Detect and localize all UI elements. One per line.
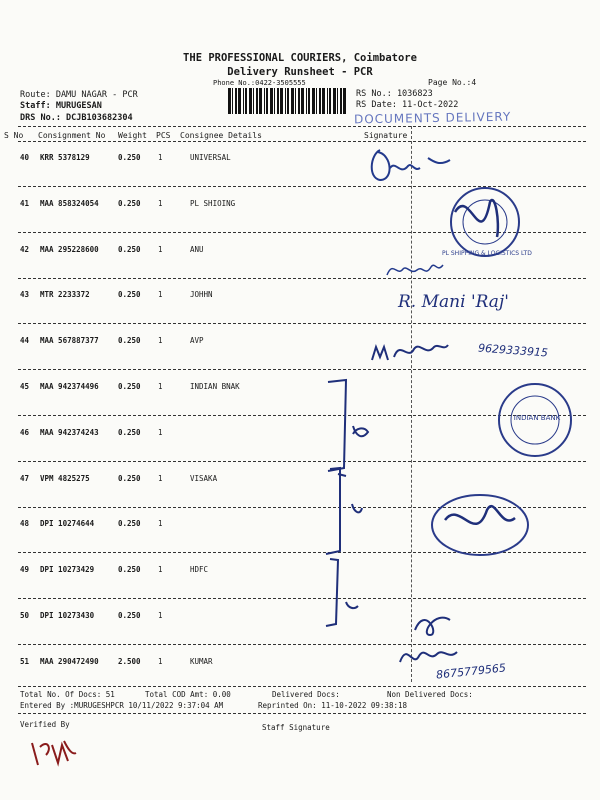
row-sno: 41 <box>20 198 30 208</box>
row-pcs: 1 <box>158 336 163 346</box>
row-consignee: HDFC <box>190 565 209 575</box>
barcode-bar <box>253 88 254 114</box>
phone-row51: 8675779565 <box>435 661 507 682</box>
row-weight: 0.250 <box>118 198 141 208</box>
company-name: THE PROFESSIONAL COURIERS, Coimbatore <box>183 52 417 64</box>
barcode-bar <box>270 88 273 114</box>
barcode-bar <box>298 88 300 114</box>
col-consignee: Consignee Details <box>180 131 262 140</box>
row-weight: 0.250 <box>118 427 141 437</box>
pl-shipping-stamp-text: PL SHIPPING & LOGISTICS LTD <box>442 250 532 257</box>
row-consignment: MAA 290472490 <box>40 656 99 666</box>
verifier-signature <box>28 735 78 770</box>
barcode-bar <box>277 88 279 114</box>
row-divider <box>18 323 586 324</box>
signature-row50 <box>410 605 455 640</box>
row-pcs: 1 <box>158 382 163 391</box>
row-weight: 0.250 <box>118 473 141 483</box>
barcode-bar <box>295 88 296 114</box>
col-weight: Weight <box>118 131 147 140</box>
staff-signature: Staff Signature <box>262 723 330 732</box>
barcode-bar <box>291 88 294 114</box>
barcode-image <box>228 88 348 114</box>
row-sno: 46 <box>20 427 30 437</box>
barcode-bar <box>333 88 336 114</box>
col-pcs: PCS <box>156 131 171 140</box>
row-pcs: 1 <box>158 565 163 575</box>
row-weight: 0.250 <box>118 336 141 346</box>
row-sno: 48 <box>20 519 30 529</box>
barcode-bar <box>343 88 346 114</box>
barcode-bar <box>245 88 247 114</box>
row-weight: 0.250 <box>118 565 141 575</box>
barcode-bar <box>312 88 315 114</box>
verified-by: Verified By <box>20 720 70 729</box>
row-consignment: VPM 4825275 <box>40 473 90 483</box>
barcode-bar <box>329 88 331 114</box>
row-pcs: 1 <box>158 198 163 208</box>
signature-row44 <box>370 335 450 365</box>
barcode-bar <box>274 88 275 114</box>
row-consignment: DPI 10273430 <box>40 611 95 620</box>
row-consignment: MAA 567887377 <box>40 336 99 346</box>
phone-number: Phone No.:0422-3505555 <box>213 79 306 87</box>
staff-name: Staff: MURUGESAN <box>20 101 102 111</box>
total-docs: Total No. Of Docs: 51 <box>20 690 115 699</box>
divider <box>18 126 586 127</box>
barcode-bar <box>232 88 233 114</box>
rs-number: RS No.: 1036823 <box>356 89 433 99</box>
barcode-bar <box>308 88 310 114</box>
divider <box>18 713 586 714</box>
row-sno: 49 <box>20 565 30 575</box>
row-sno: 44 <box>20 336 30 346</box>
barcode-bar <box>238 88 241 114</box>
row-pcs: 1 <box>158 427 163 437</box>
row-consignment: MAA 295228600 <box>40 244 99 254</box>
row-consignee: INDIAN BNAK <box>190 382 240 391</box>
row-divider <box>18 278 586 279</box>
barcode-bar <box>319 88 321 114</box>
documents-delivery-stamp: DOCUMENTS DELIVERY <box>353 109 512 127</box>
row-pcs: 1 <box>158 473 163 483</box>
row-pcs: 1 <box>158 611 163 620</box>
barcode-bar <box>259 88 262 114</box>
divider <box>18 686 586 687</box>
row-consignee: AVP <box>190 336 204 346</box>
bracket-marks <box>318 376 378 676</box>
row-consignee: UNIVERSAL <box>190 153 231 162</box>
row-divider <box>18 644 586 645</box>
visaka-stamp <box>425 490 535 560</box>
row-weight: 2.500 <box>118 656 141 666</box>
row-sno: 51 <box>20 656 30 666</box>
row-consignment: MAA 942374496 <box>40 382 99 391</box>
barcode-bar <box>235 88 237 114</box>
row-divider <box>18 461 586 462</box>
row-consignee: ANU <box>190 244 204 254</box>
col-signature: Signature <box>364 131 408 140</box>
barcode-bar <box>306 88 307 114</box>
barcode-bar <box>301 88 304 114</box>
total-cod: Total COD Amt: 0.00 <box>145 690 231 699</box>
barcode-bar <box>327 88 328 114</box>
barcode-bar <box>266 88 268 114</box>
row-pcs: 1 <box>158 290 163 300</box>
row-consignment: DPI 10274644 <box>40 519 95 529</box>
row-pcs: 1 <box>158 153 163 162</box>
phone-row44: 9629333915 <box>477 341 549 360</box>
barcode-bar <box>280 88 283 114</box>
row-consignee: PL SHIOING <box>190 198 236 208</box>
indian-bank-stamp-text: INDIAN BANK <box>513 414 561 422</box>
row-weight: 0.250 <box>118 153 141 162</box>
row-consignment: MAA 942374243 <box>40 427 99 437</box>
barcode-bar <box>337 88 338 114</box>
drs-number: DRS No.: DCJB103682304 <box>20 113 133 123</box>
barcode-bar <box>316 88 317 114</box>
signature-row42 <box>385 255 445 280</box>
row-sno: 42 <box>20 244 30 254</box>
col-consignment: Consignment No <box>38 131 106 140</box>
route: Route: DAMU NAGAR - PCR <box>20 90 138 100</box>
row-divider <box>18 369 586 370</box>
non-delivered-docs: Non Delivered Docs: <box>387 690 473 699</box>
barcode-bar <box>340 88 342 114</box>
divider <box>18 141 586 142</box>
row-weight: 0.250 <box>118 382 141 391</box>
delivered-docs: Delivered Docs: <box>272 690 340 699</box>
reprinted-on: Reprinted On: 11-10-2022 09:38:18 <box>258 701 408 710</box>
signature-row43: R. Mani 'Raj' <box>398 292 509 312</box>
row-pcs: 1 <box>158 244 163 254</box>
rs-date: RS Date: 11-Oct-2022 <box>356 100 459 110</box>
barcode-bar <box>287 88 289 114</box>
row-pcs: 1 <box>158 519 163 529</box>
row-weight: 0.250 <box>118 519 141 529</box>
row-sno: 40 <box>20 153 30 162</box>
barcode-bar <box>256 88 258 114</box>
row-weight: 0.250 <box>118 290 141 300</box>
row-sno: 47 <box>20 473 30 483</box>
row-sno: 45 <box>20 382 30 391</box>
page-number: Page No.:4 <box>428 78 477 87</box>
barcode-bar <box>285 88 286 114</box>
row-pcs: 1 <box>158 656 163 666</box>
row-consignment: MTR 2233372 <box>40 290 90 300</box>
barcode-bar <box>322 88 325 114</box>
row-consignee: JOHHN <box>190 290 213 300</box>
row-divider <box>18 598 586 599</box>
row-sno: 43 <box>20 290 30 300</box>
row-consignment: KRR 5378129 <box>40 153 90 162</box>
document-title: Delivery Runsheet - PCR <box>227 66 373 78</box>
row-consignee: KUMAR <box>190 656 213 666</box>
barcode-bar <box>243 88 244 114</box>
col-sno: S No <box>4 131 24 140</box>
row-consignment: MAA 858324054 <box>40 198 99 208</box>
barcode-bar <box>249 88 252 114</box>
row-weight: 0.250 <box>118 244 141 254</box>
barcode-bar <box>264 88 265 114</box>
entered-by: Entered By :MURUGESHPCR 10/11/2022 9:37:04 AM <box>20 701 224 710</box>
barcode-bar <box>228 88 231 114</box>
row-consignee: VISAKA <box>190 473 218 483</box>
row-sno: 50 <box>20 611 30 620</box>
row-weight: 0.250 <box>118 611 141 620</box>
row-consignment: DPI 10273429 <box>40 565 95 575</box>
